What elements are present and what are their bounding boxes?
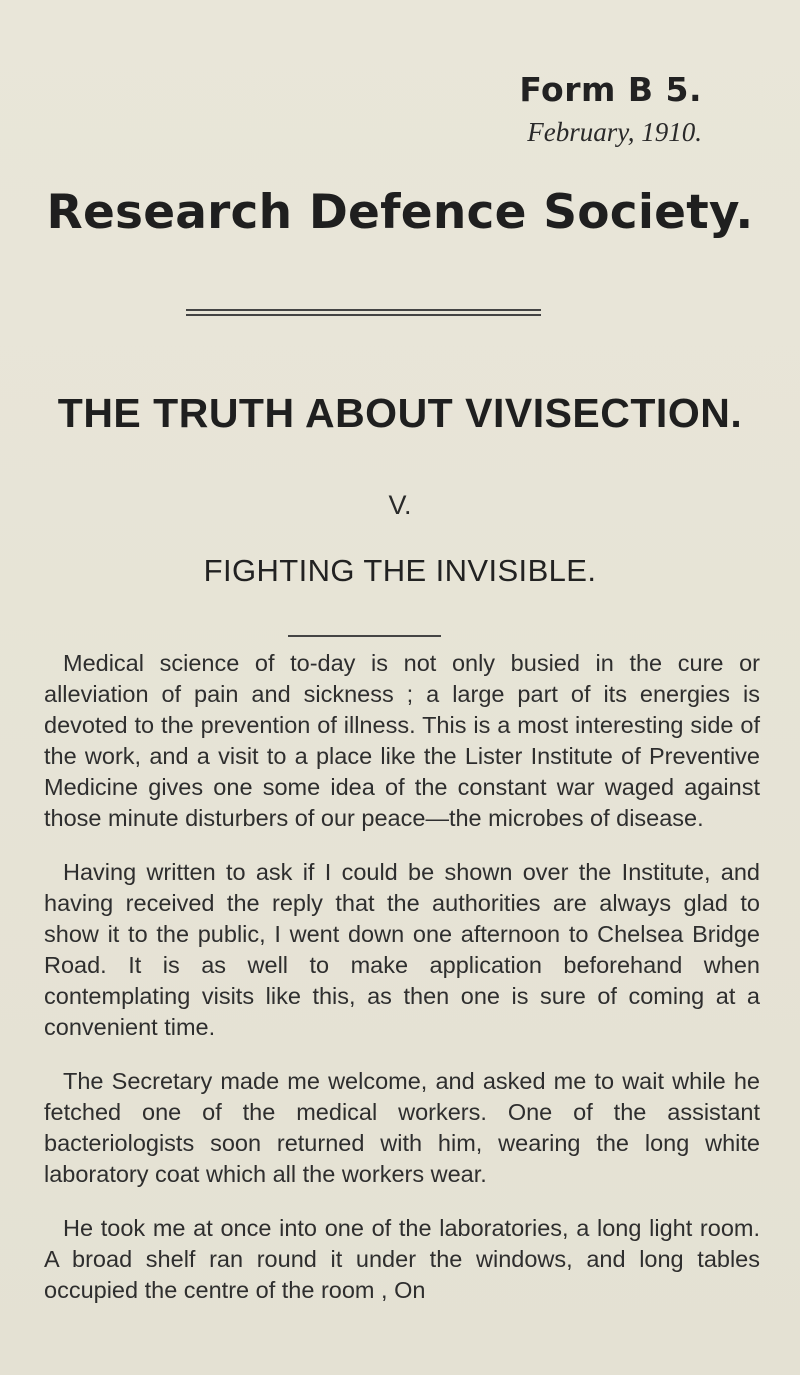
paragraph: Having written to ask if I could be shown over the Institute, and having received the reply that the authorities are always glad to show it to the public, I went down one afternoon to Chelsea Bridge Road. It is as well to make application beforehand when contemplating visits like this, as then one is sure of coming at a convenient time. xyxy=(44,859,760,1040)
main-title: THE TRUTH ABOUT VIVISECTION. xyxy=(57,390,743,436)
paragraph: The Secretary made me welcome, and asked me to wait while he fetched one of the medical workers. One of the assistant bacteriologists soon returned with him, wearing the long white laboratory coat which all the workers wear. xyxy=(44,1068,760,1187)
paragraph: He took me at once into one of the laboratories, a long light room. A broad shelf ran round it under the windows, and long tables occupied the centre of the room , On xyxy=(44,1215,760,1303)
part-number: V. xyxy=(388,490,412,520)
society-name: Research Defence Society. xyxy=(46,185,754,240)
form-number: Form B 5. xyxy=(519,70,702,109)
double-rule-divider xyxy=(186,309,541,316)
article-body xyxy=(44,648,760,1329)
short-rule-divider xyxy=(288,635,441,637)
paragraph: Medical science of to-day is not only busied in the cure or alleviation of pain and sickness ; a large part of its energies is devoted to the prevention of illness. This is a most interesting side of the work, and a visit to a place like the Lister Institute of Preventive Medicine gives one some idea of the constant war waged against those minute disturbers of our peace—the microbes of disease. xyxy=(44,650,760,831)
publication-date: February, 1910. xyxy=(527,117,702,147)
section-subtitle: FIGHTING THE INVISIBLE. xyxy=(203,553,597,588)
